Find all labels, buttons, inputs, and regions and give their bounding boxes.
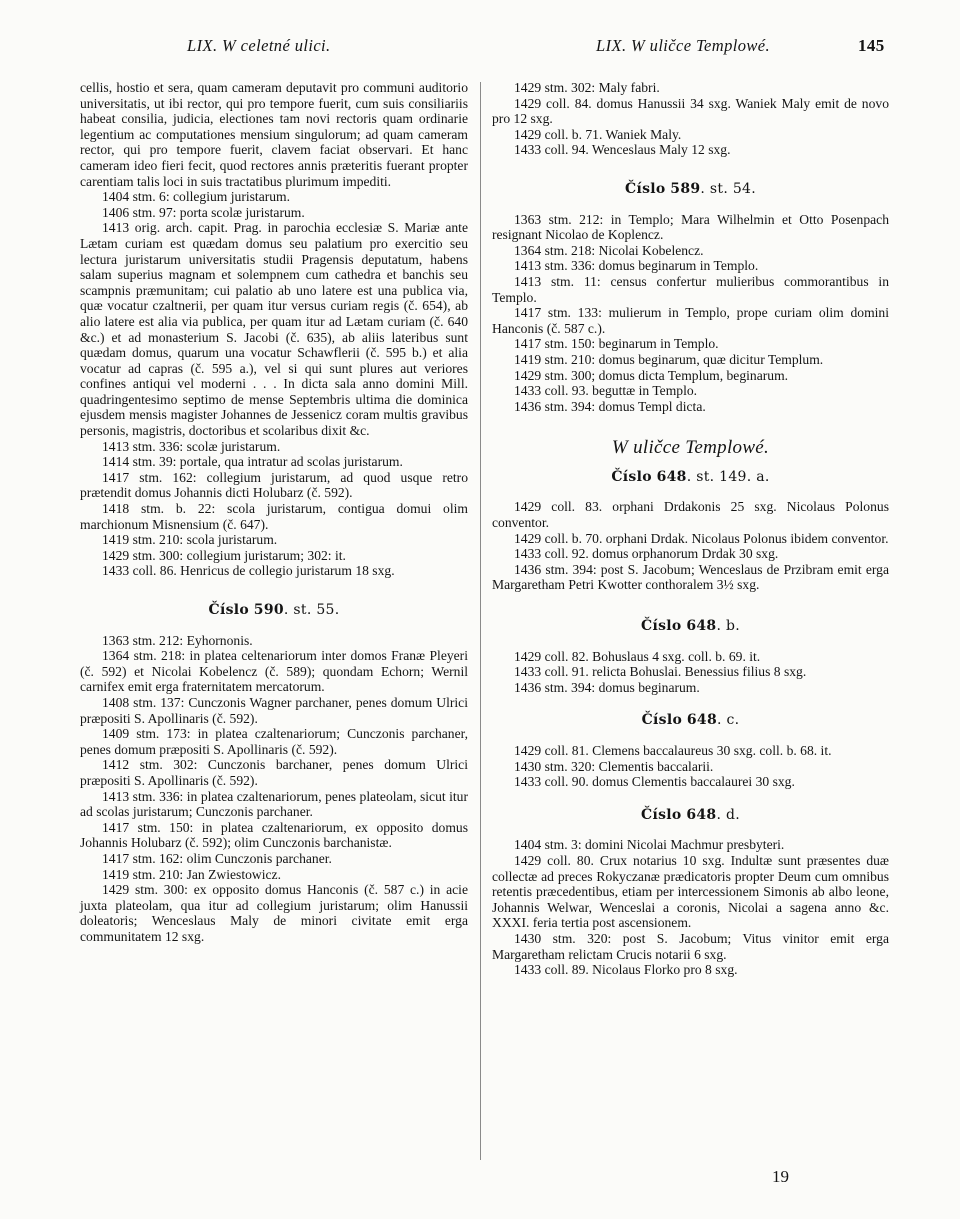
paragraph: 1417 stm. 150: beginarum in Templo. xyxy=(514,336,719,352)
house-number: 648 xyxy=(686,618,717,635)
paragraph: 1364 stm. 218: in platea celtenariorum inter domos Franæ Pleyeri (č. 592) et Nicolai Kobelencz (č. 589); quondam Echorn; Wernil carnifex emit erga fraternitatem mercatorum. xyxy=(80,648,468,695)
paragraph: 1433 coll. 92. domus orphanorum Drdak 30 sxg. xyxy=(514,546,779,562)
paragraph: 1363 stm. 212: Eyhornonis. xyxy=(102,632,253,648)
running-head-left: LIX. W celetné ulici. xyxy=(187,36,331,55)
paragraph: 1430 stm. 320: Clementis baccalarii. xyxy=(514,758,714,774)
paragraph: 1433 coll. 89. Nicolaus Florko pro 8 sxg. xyxy=(514,962,738,978)
heading-suffix: . c. xyxy=(716,712,740,729)
cislo-label: Číslo xyxy=(611,468,652,485)
heading-suffix: . st. 55. xyxy=(283,602,340,618)
running-head-right: LIX. W uličce Templowé. xyxy=(596,36,771,55)
paragraph: 1417 stm. 133: mulierum in Templo, prope curiam olim domini Hanconis (č. 587 c.). xyxy=(492,305,889,336)
paragraph: 1363 stm. 212: in Templo; Mara Wilhelmin et Otto Posenpach resignant Nicolao de Koplencz. xyxy=(492,211,889,243)
paragraph: 1413 stm. 11: census confertur mulieribus commorantibus in Templo. xyxy=(492,273,889,305)
paragraph: 1404 stm. 3: domini Nicolai Machmur presbyteri. xyxy=(514,837,785,853)
section-heading-590 xyxy=(80,603,468,619)
cislo-label: Číslo xyxy=(641,712,683,729)
paragraph: 1429 stm. 300: ex opposito domus Hanconis (č. 587 c.) in acie juxta plateolam, qua itur ad collegium juristarum; olim Hanussii doleatoris; Wenceslaus Maly de minori civitate emit erga communitatem 12 sxg. xyxy=(80,882,468,944)
house-number: 589 xyxy=(670,180,701,197)
paragraph: 1429 coll. 82. Bohuslaus 4 sxg. coll. b. 69. it. xyxy=(514,648,761,664)
heading-suffix: . d. xyxy=(716,806,740,823)
paragraph: 1418 stm. b. 22: scola juristarum, contigua domui olim marchionum Misnensium (č. 647). xyxy=(80,501,468,532)
paragraph: 1417 stm. 162: collegium juristarum, ad quod usque retro prætendit domus Johannis dicti Holubarz (č. 592). xyxy=(80,469,468,501)
paragraph: 1413 stm. 336: scolæ juristarum. xyxy=(102,438,281,454)
paragraph: cellis, hostio et sera, quam cameram deputavit pro communi auditorio universitatis, ut ibi rector, qui pro tempore fuerit, cum suis consiliariis habeat consilia, judicia, electiones tam novi rectoris quam ordinarie legentium ac computationes mensium singulorum; ad quam cameram rector, qui pro tempore fuerit, clavem faciat observari. Et hanc cameram ideo fieri fecit, quod rectores annis præteritis fuerant propter carentiam talis loci in suis tractatibus plurimum impediti. xyxy=(80,80,468,189)
paragraph: 1430 stm. 320: post S. Jacobum; Vitus vinitor emit erga Margaretham relictam Crucis notarii 6 sxg. xyxy=(492,930,889,962)
paragraph: 1429 coll. 83. orphani Drdakonis 25 sxg. Nicolaus Polonus conventor. xyxy=(492,499,889,531)
house-number: 648 xyxy=(686,712,717,729)
paragraph: 1419 stm. 210: Jan Zwiestowicz. xyxy=(102,866,281,882)
paragraph: 1429 coll. b. 71. Waniek Maly. xyxy=(514,126,682,142)
paragraph: 1433 coll. 86. Henricus de collegio juristarum 18 sxg. xyxy=(102,563,395,579)
paragraph: 1413 stm. 336: in platea czaltenariorum, penes plateolam, sicut itur ad scolas juristarum; Cunczonis parchaner. xyxy=(80,788,468,820)
paragraph: 1409 stm. 173: in platea czaltenariorum; Cunczonis parchaner, penes domum præpositi S. Apollinaris (č. 592). xyxy=(80,726,468,757)
paragraph: 1433 coll. 94. Wenceslaus Maly 12 sxg. xyxy=(514,142,731,158)
paragraph: 1429 coll. 80. Crux notarius 10 sxg. Indultæ sunt præsentes duæ collectæ ad preces Rokyczanæ prædicatoris propter Deum cum omnibus retentis præcedentibus, etiam per intercessionem Simonis ab albo leone, Johannis Welwar, Wenceslai a coronis, Nicolai a sagena anno &c. XXXI. feria tertia post ascensionem. xyxy=(492,852,889,931)
paragraph: 1417 stm. 150: in platea czaltenariorum, ex opposito domus Johannis Holubarz (č. 592); olim Cunczonis barchanistæ. xyxy=(80,819,468,851)
paragraph: 1419 stm. 210: scola juristarum. xyxy=(102,532,278,548)
cislo-label: Číslo xyxy=(641,806,682,823)
section-heading-648d xyxy=(492,808,889,824)
paragraph: 1429 stm. 300; domus dicta Templum, beginarum. xyxy=(514,367,789,383)
paragraph: 1433 coll. 90. domus Clementis baccalaurei 30 sxg. xyxy=(514,774,795,790)
right-column xyxy=(492,80,889,978)
section-heading-648b xyxy=(492,619,889,635)
page-header xyxy=(0,36,960,58)
paragraph: 1419 stm. 210: domus beginarum, quæ dicitur Templum. xyxy=(514,351,824,367)
paragraph: 1436 stm. 394: domus Templ dicta. xyxy=(514,398,706,414)
page-number: 145 xyxy=(858,36,885,55)
cislo-label: Číslo xyxy=(641,618,682,635)
cislo-label: Číslo xyxy=(208,602,250,618)
paragraph: 1414 stm. 39: portale, qua intratur ad scolas juristarum. xyxy=(102,454,403,470)
signature-mark: 19 xyxy=(772,1167,789,1186)
cislo-label: Číslo xyxy=(625,180,666,197)
section-heading-648a xyxy=(492,470,889,486)
paragraph: 1429 coll. 84. domus Hanussii 34 sxg. Waniek Maly emit de novo pro 12 sxg. xyxy=(492,95,889,127)
paragraph: 1429 stm. 302: Maly fabri. xyxy=(514,80,660,95)
paragraph: 1433 coll. 93. beguttæ in Templo. xyxy=(514,383,698,399)
section-heading-589 xyxy=(492,182,889,198)
paragraph: 1417 stm. 162: olim Cunczonis parchaner. xyxy=(102,850,332,866)
house-number: 648 xyxy=(656,468,687,485)
paragraph: 1429 coll. 81. Clemens baccalaureus 30 sxg. coll. b. 68. it. xyxy=(514,743,832,758)
section-heading-648c xyxy=(492,713,889,729)
paragraph: 1436 stm. 394: domus beginarum. xyxy=(514,679,700,695)
paragraph: 1413 orig. arch. capit. Prag. in parochia ecclesiæ S. Mariæ ante Lætam curiam est quædam domus seu palatium pro exercitio seu lectura juristarum universitatis studii Pragensis deputatum, habens salam superius magnam et solempnem cum cathedra et banchis seu scampnis præmunitam; cui palatio ab uno latere est una publica via, quæ vocatur czaltnerii, per quam itur versus curiam regis (č. 654), ab alio latere est alia via publica, per quam itur ad Lætam curiam (č. 640 &c.) et ad monasterium S. Jacobi (č. 635), ab aliis lateribus sunt quædam domus, quarum una vocatur Schawflerii (č. 595 b.) et alia vocatur ad capras (č. 595 a.), vel si qui sunt plures aut veriores confines antiqui vel moderni . . . In dicta sala anno domini Mill. quadringentesimo septimo de mense Septembris ultima die dominica ejusdem mensis magister Johannes de Jessenicz coram multis gravibus personis, magistris, doctoribus et scolaribus dixit &c. xyxy=(80,220,468,439)
paragraph: 1433 coll. 91. relicta Bohuslai. Benessius filius 8 sxg. xyxy=(514,664,807,680)
paragraph: 1429 coll. b. 70. orphani Drdak. Nicolaus Polonus ibidem conventor. xyxy=(514,530,889,546)
heading-suffix: . b. xyxy=(716,618,740,635)
street-title: W uličce Templowé. xyxy=(611,437,770,459)
paragraph: 1364 stm. 218: Nicolai Kobelencz. xyxy=(514,242,704,258)
paragraph: 1404 stm. 6: collegium juristarum. xyxy=(102,189,291,205)
paragraph: 1413 stm. 336: domus beginarum in Templo. xyxy=(514,258,759,274)
heading-suffix: . st. 149. a. xyxy=(686,468,770,485)
paragraph: 1412 stm. 302: Cunczonis barchaner, penes domum Ulrici præpositi S. Apollinaris (č. 592). xyxy=(80,757,468,788)
paragraph: 1436 stm. 394: post S. Jacobum; Wenceslaus de Przibram emit erga Margaretham Petri Kwotter conthoralem 3½ sxg. xyxy=(492,561,889,593)
house-number: 648 xyxy=(686,806,717,823)
column-divider xyxy=(480,82,481,1160)
left-column xyxy=(80,80,468,944)
paragraph: 1406 stm. 97: porta scolæ juristarum. xyxy=(102,204,305,220)
house-number: 590 xyxy=(253,602,284,618)
paragraph: 1408 stm. 137: Cunczonis Wagner parchaner, penes domum Ulrici præpositi S. Apollinaris (č. 592). xyxy=(80,694,468,726)
paragraph: 1429 stm. 300: collegium juristarum; 302: it. xyxy=(102,547,346,563)
heading-suffix: . st. 54. xyxy=(700,180,756,197)
